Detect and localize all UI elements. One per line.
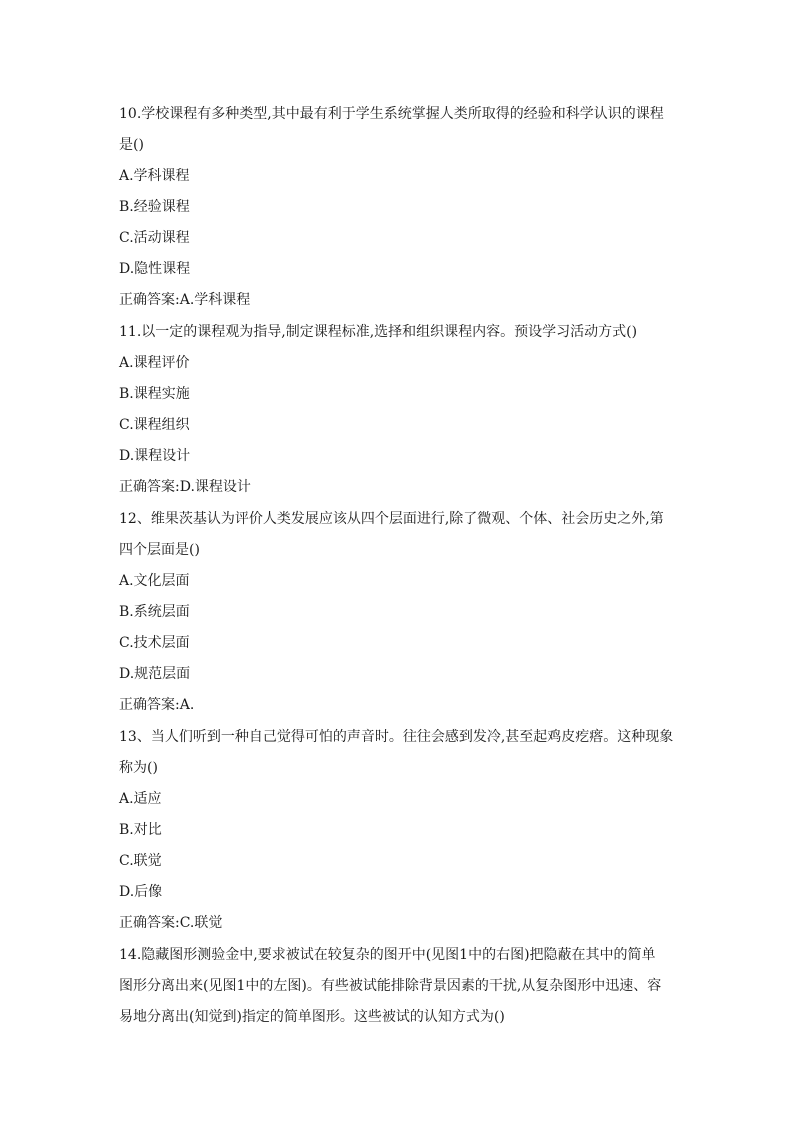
question-14-stem-line2: 图形分离出来(见图1中的左图)。有些被试能排除背景因素的干扰,从复杂图形中迅速、容	[119, 978, 662, 994]
question-10-answer: 正确答案:A.学科课程	[119, 292, 251, 308]
question-12-option-c: C.技术层面	[119, 635, 190, 651]
question-13-option-b: B.对比	[119, 822, 162, 838]
question-13-stem-line2: 称为()	[119, 760, 158, 776]
question-11-option-d: D.课程设计	[119, 448, 191, 464]
question-10-option-d: D.隐性课程	[119, 261, 191, 277]
question-11-stem: 11.以一定的课程观为指导,制定课程标准,选择和组织课程内容。预设学习活动方式()	[119, 324, 638, 340]
question-14-stem-line1: 14.隐藏图形测验金中,要求被试在较复杂的图开中(见图1中的右图)把隐蔽在其中的简单	[119, 947, 656, 963]
question-12-stem-line2: 四个层面是()	[119, 542, 200, 558]
question-10-option-c: C.活动课程	[119, 230, 190, 246]
question-10-option-a: A.学科课程	[119, 168, 190, 184]
question-11-answer: 正确答案:D.课程设计	[119, 479, 251, 495]
question-13-option-c: C.联觉	[119, 853, 162, 869]
question-12-option-a: A.文化层面	[119, 573, 190, 589]
question-12-answer: 正确答案:A.	[119, 697, 195, 713]
question-11-option-b: B.课程实施	[119, 386, 190, 402]
question-11-option-a: A.课程评价	[119, 355, 190, 371]
question-13-answer: 正确答案:C.联觉	[119, 915, 223, 931]
question-12-option-b: B.系统层面	[119, 604, 190, 620]
question-13-option-d: D.后像	[119, 884, 163, 900]
question-13-option-a: A.适应	[119, 791, 162, 807]
question-10-option-b: B.经验课程	[119, 199, 190, 215]
question-12-stem-line1: 12、维果茨基认为评价人类发展应该从四个层面进行,除了微观、个体、社会历史之外,第	[119, 511, 664, 527]
question-10-stem-line2: 是()	[119, 137, 144, 153]
question-12-option-d: D.规范层面	[119, 666, 191, 682]
question-13-stem-line1: 13、当人们听到一种自己觉得可怕的声音时。往往会感到发冷,甚至起鸡皮疙瘩。这种现象	[119, 729, 674, 745]
question-11-option-c: C.课程组织	[119, 417, 190, 433]
question-10-stem-line1: 10.学校课程有多种类型,其中最有利于学生系统掌握人类所取得的经验和科学认识的课程	[119, 106, 664, 122]
question-14-stem-line3: 易地分离出(知觉到)指定的简单图形。这些被试的认知方式为()	[119, 1009, 505, 1025]
